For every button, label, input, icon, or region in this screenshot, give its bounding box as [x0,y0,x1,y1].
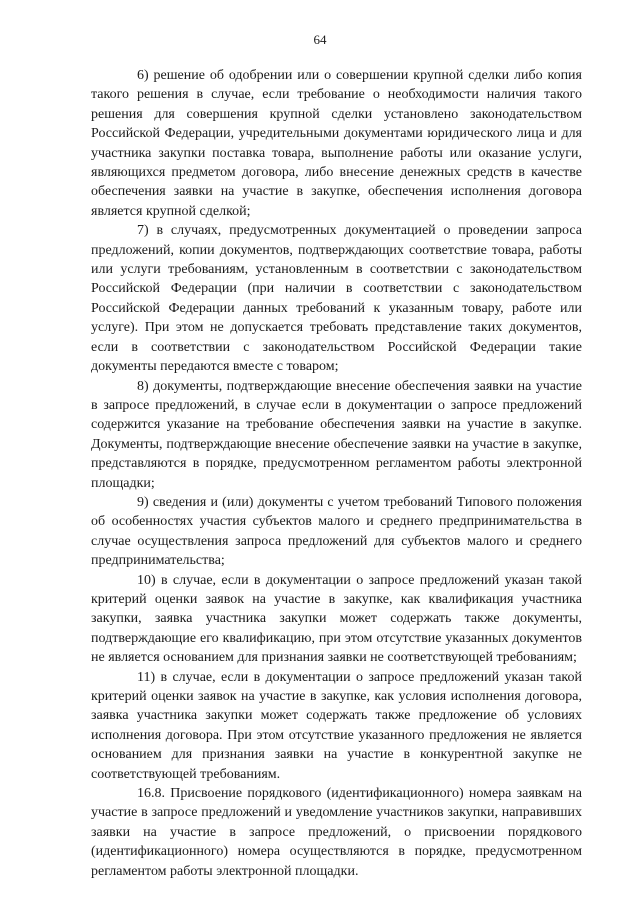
paragraph-clause-16-8: 16.8. Присвоение порядкового (идентификационного) номера заявкам на участие в запросе предложений и уведомление участников закупки, направивших заявки на участие в запросе предложений, о присвоении порядкового (идентификационного) номера осуществляются в порядке, предусмотренном регламентом работы электронной площадки. [91,786,582,879]
page-number: 64 [313,32,327,47]
paragraph-item-11: 11) в случае, если в документации о запросе предложений указан такой критерий оценки заявок на участие в закупке, как условия исполнения договора, заявка участника закупки может содержать также предложение об условиях исполнения договора. При этом отсутствие указанного предложения не является основанием для признания заявки на участие в конкурентной закупке не соответствующей требованиям. [91,669,582,782]
paragraph-item-6: 6) решение об одобрении или о совершении крупной сделки либо копия такого решения в случае, если требование о необходимости наличия такого решения для совершения крупной сделки установлено законодательством Российской Федерации, учредительными документами юридического лица и для участника закупки поставка товара, выполнение работы или оказание услуги, являющихся предметом договора, либо внесение денежных средств в качестве обеспечения заявки на участие в закупке, обеспечения исполнения договора является крупной сделкой; [91,68,582,219]
paragraph-item-8: 8) документы, подтверждающие внесение обеспечения заявки на участие в запросе предложений, в случае если в документации о запросе предложений содержится указание на требование обеспечения заявки на участие в закупке. Документы, подтверждающие внесение обеспечение заявки на участие в закупке, представляются в порядке, предусмотренном регламентом работы электронной площадки; [91,378,582,491]
paragraph-item-10: 10) в случае, если в документации о запросе предложений указан такой критерий оценки заявок на участие в закупке, как квалификация участника закупки, заявка участника закупки может содержать также документы, подтверждающие его квалификацию, при этом отсутствие указанных документов не является основанием для признания заявки не соответствующей требованиям; [91,572,582,666]
document-body [91,66,582,881]
paragraph-item-9: 9) сведения и (или) документы с учетом требований Типового положения об особенностях участия субъектов малого и среднего предпринимательства в случае осуществления запроса предложений для субъектов малого и среднего предпринимательства; [91,494,582,569]
paragraph-item-7: 7) в случаях, предусмотренных документацией о проведении запроса предложений, копии документов, подтверждающих соответствие товара, работы или услуги требованиям, установленным в соответствии с законодательством Российской Федерации (при наличии в соответствии с законодательством Российской Федерации данных требований к указанным товару, работе или услуге). При этом не допускается требовать представление таких документов, если в соответствии с законодательством Российской Федерации такие документы передаются вместе с товаром; [91,223,582,375]
